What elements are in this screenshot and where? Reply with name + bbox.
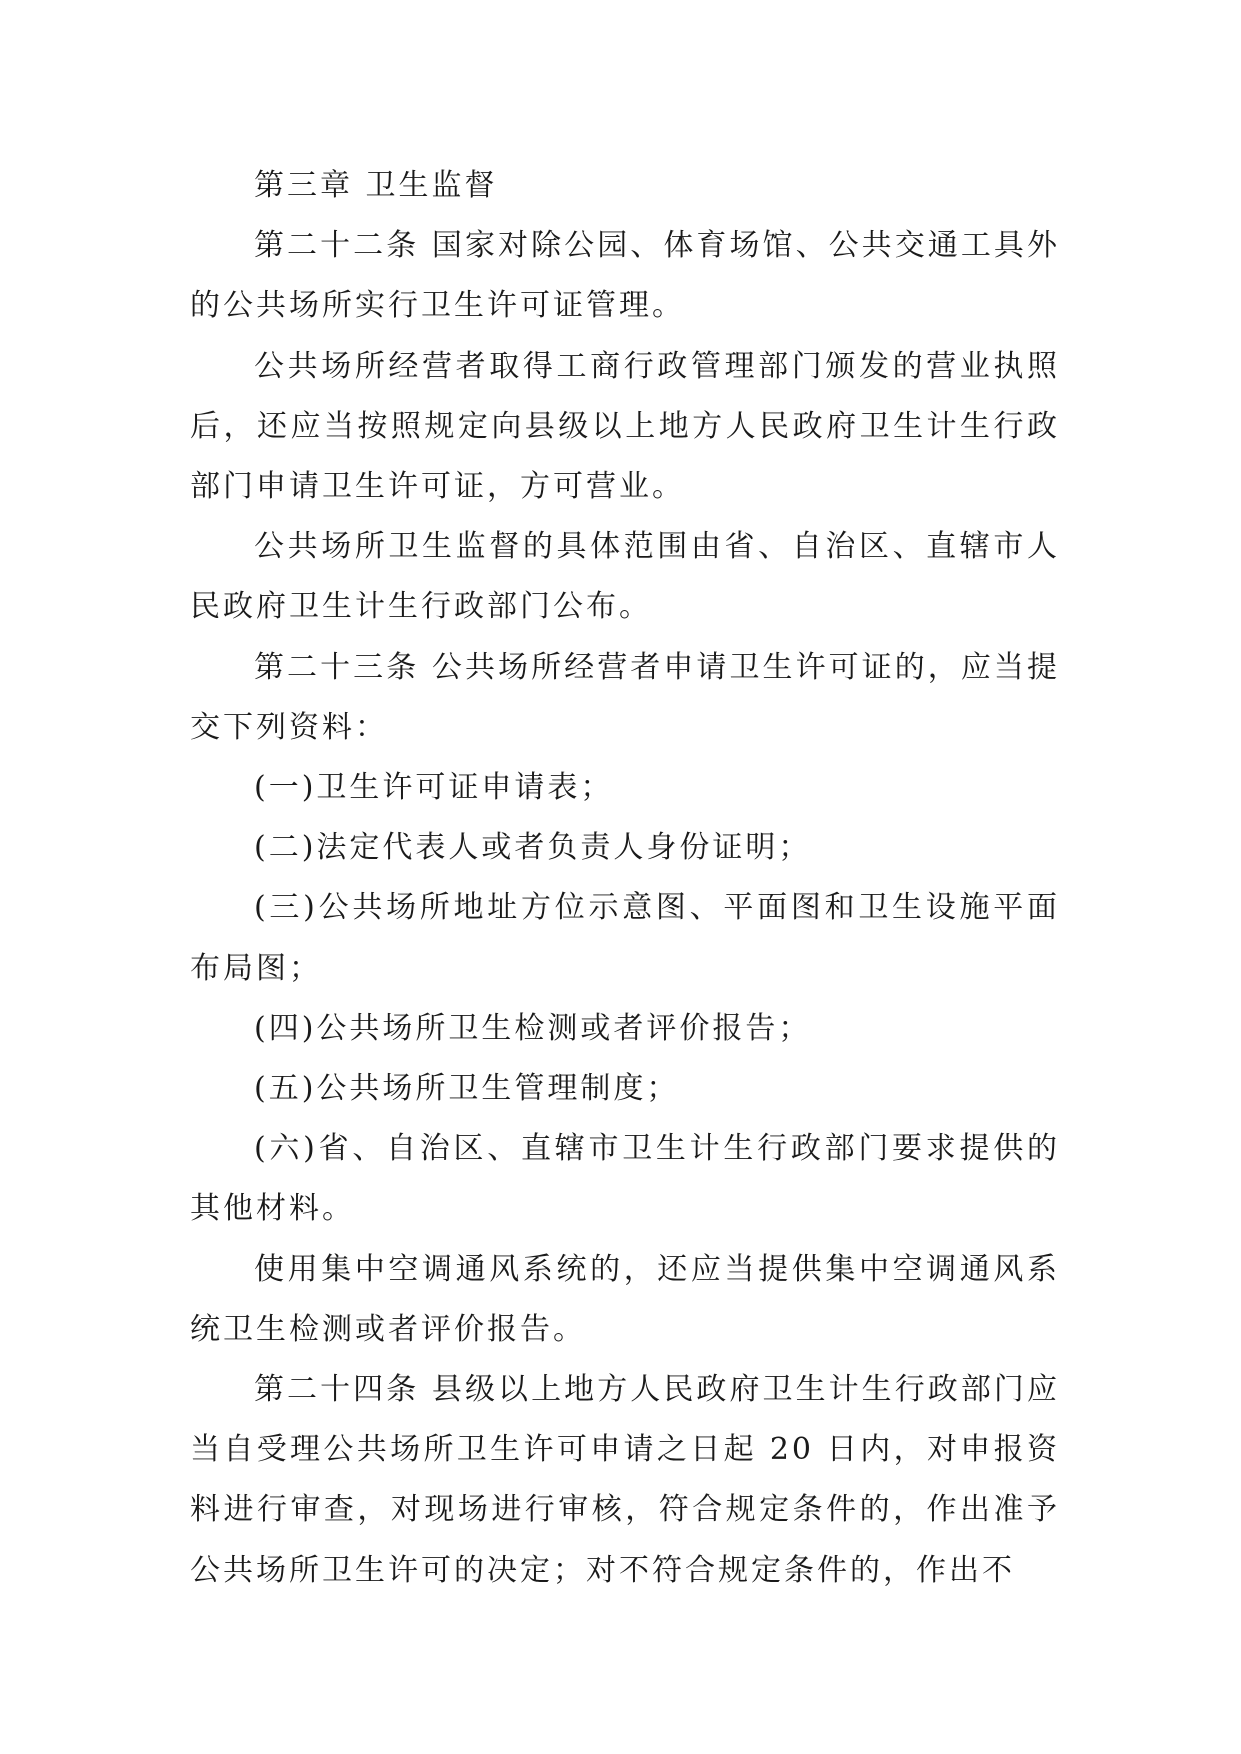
article-24-paragraph: 第二十四条 县级以上地方人民政府卫生计生行政部门应当自受理公共场所卫生许可申请之日起 20 日内，对申报资料进行审查，对现场进行审核，符合规定条件的，作出准予公共场所卫生许可的决定；对不符合规定条件的，作出不 — [190, 1372, 1060, 1588]
article-22-scope-paragraph: 公共场所卫生监督的具体范围由省、自治区、直辖市人民政府卫生计生行政部门公布。 — [190, 529, 1060, 625]
list-item-1: (一)卫生许可证申请表； — [254, 770, 614, 806]
chapter-heading: 第三章 卫生监督 — [254, 168, 498, 203]
document-page — [190, 156, 1060, 1601]
list-item-6: (六)省、自治区、直辖市卫生计生行政部门要求提供的其他材料。 — [190, 1131, 1060, 1227]
list-item-4: (四)公共场所卫生检测或者评价报告； — [254, 1010, 812, 1046]
list-item-5: (五)公共场所卫生管理制度； — [254, 1071, 680, 1107]
article-22-paragraph: 第二十二条 国家对除公园、体育场馆、公共交通工具外的公共场所实行卫生许可证管理。 — [190, 228, 1060, 324]
list-item-2: (二)法定代表人或者负责人身份证明； — [254, 830, 812, 866]
list-item-3: (三)公共场所地址方位示意图、平面图和卫生设施平面布局图； — [190, 890, 1060, 986]
article-23-paragraph: 第二十三条 公共场所经营者申请卫生许可证的，应当提交下列资料： — [190, 649, 1060, 745]
article-22-license-paragraph: 公共场所经营者取得工商行政管理部门颁发的营业执照后，还应当按照规定向县级以上地方人民政府卫生计生行政部门申请卫生许可证，方可营业。 — [190, 348, 1060, 505]
ventilation-paragraph: 使用集中空调通风系统的，还应当提供集中空调通风系统卫生检测或者评价报告。 — [190, 1251, 1060, 1347]
